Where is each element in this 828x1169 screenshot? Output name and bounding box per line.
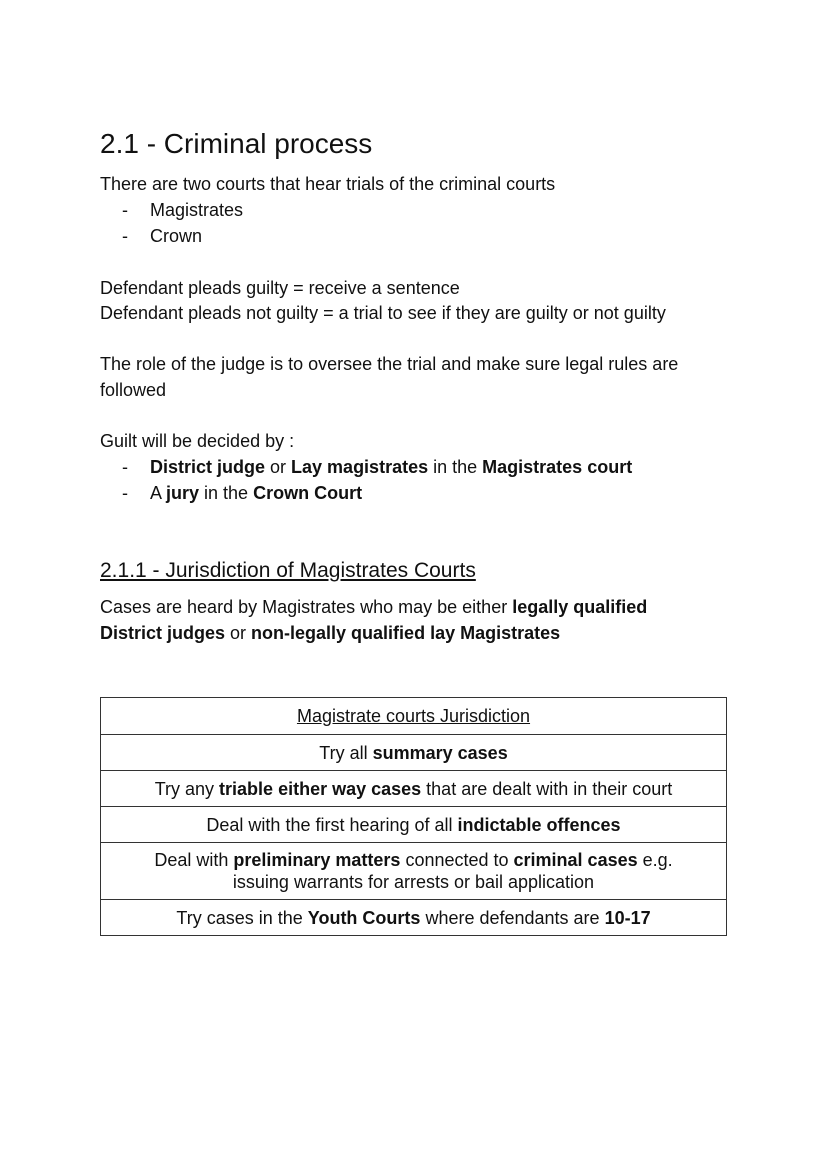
table-row: [101, 900, 727, 936]
table-cell: [101, 807, 727, 843]
text: in the: [428, 457, 483, 477]
text-bold: 10-17: [604, 907, 651, 928]
text-bold: preliminary matters: [233, 850, 401, 870]
text: Try all: [319, 742, 373, 763]
text-bold: Magistrates court: [482, 457, 633, 477]
cases-para-line2: [100, 620, 560, 646]
list-item: [122, 197, 243, 223]
text: in the: [199, 483, 254, 503]
table-header-row: [101, 698, 727, 735]
bullet-dash: -: [122, 200, 128, 220]
bullet-dash: -: [122, 457, 128, 477]
text: connected to: [400, 850, 514, 870]
table-cell: [101, 735, 727, 771]
text-bold: District judge: [150, 457, 266, 477]
text-bold: District judges: [100, 623, 226, 643]
text: issuing warrants for arrests or bail application: [232, 872, 595, 892]
table-row: [101, 843, 727, 900]
text-bold: triable either way cases: [219, 778, 422, 799]
text: Try cases in the: [176, 907, 308, 928]
text: or: [265, 457, 292, 477]
plea-not-guilty: Defendant pleads not guilty = a trial to see if they are guilty or not guilty: [100, 303, 666, 323]
text-bold: indictable offences: [457, 814, 621, 835]
judge-role-line2: followed: [100, 380, 167, 400]
list-item-text: Magistrates: [150, 200, 244, 220]
text-bold: criminal cases: [513, 850, 638, 870]
plea-guilty: Defendant pleads guilty = receive a sentence: [100, 278, 460, 298]
text-bold: legally qualified: [512, 597, 648, 617]
page-title: 2.1 - Criminal process: [100, 128, 373, 159]
text: Deal with: [154, 850, 234, 870]
guilt-intro: Guilt will be decided by :: [100, 431, 295, 451]
cases-para-line1: [100, 594, 647, 620]
intro-text: There are two courts that hear trials of the criminal courts: [100, 174, 556, 194]
table-cell: [101, 843, 727, 900]
judge-role-line1: The role of the judge is to oversee the trial and make sure legal rules are: [100, 354, 679, 374]
list-item: [122, 480, 362, 506]
text: Deal with the first hearing of all: [206, 814, 458, 835]
text-bold: Lay magistrates: [291, 457, 429, 477]
text: where defendants are: [420, 907, 605, 928]
text-bold: Youth Courts: [307, 907, 421, 928]
text: A: [150, 483, 167, 503]
table-cell: [101, 771, 727, 807]
list-item-text: Crown: [150, 226, 203, 246]
table-header: [101, 698, 727, 735]
jurisdiction-table: [100, 697, 727, 936]
text-bold: non-legally qualified lay Magistrates: [251, 623, 561, 643]
text: or: [225, 623, 252, 643]
table-header-text: Magistrate courts Jurisdiction: [296, 706, 531, 726]
text-bold: summary cases: [372, 742, 508, 763]
section-heading: 2.1.1 - Jurisdiction of Magistrates Courts: [100, 559, 476, 582]
table-row: [101, 735, 727, 771]
list-item: [122, 223, 202, 249]
text: Cases are heard by Magistrates who may be either: [100, 597, 513, 617]
bullet-dash: -: [122, 226, 128, 246]
list-item: [122, 454, 632, 480]
table-cell: [101, 900, 727, 936]
text: that are dealt with in their court: [421, 778, 673, 799]
bullet-dash: -: [122, 483, 128, 503]
text-bold: jury: [166, 483, 200, 503]
text-bold: Crown Court: [253, 483, 363, 503]
text: e.g.: [637, 850, 673, 870]
text: Try any: [154, 778, 220, 799]
table-row: [101, 771, 727, 807]
table-row: [101, 807, 727, 843]
